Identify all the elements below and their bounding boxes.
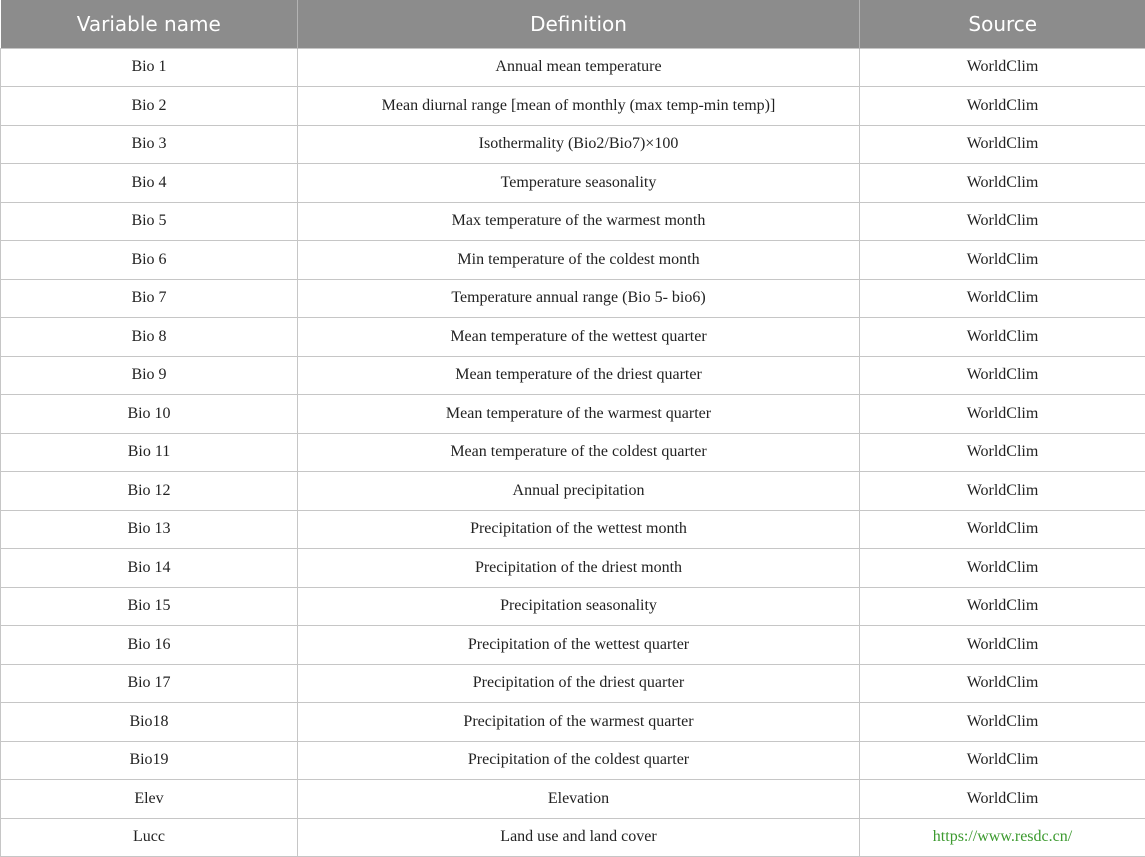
cell-definition: Min temperature of the coldest month [298,241,860,280]
cell-source: WorldClim [860,626,1145,665]
cell-variable: Bio 13 [1,510,298,549]
cell-variable: Bio 3 [1,125,298,164]
table-row [1,741,1145,780]
cell-variable: Bio 7 [1,279,298,318]
cell-source: WorldClim [860,318,1145,357]
table-row [1,279,1145,318]
cell-definition: Temperature seasonality [298,164,860,203]
cell-variable: Bio18 [1,703,298,742]
cell-source: WorldClim [860,510,1145,549]
cell-definition: Elevation [298,780,860,819]
header-source: Source [860,0,1145,48]
header-row [1,0,1145,48]
cell-source: WorldClim [860,472,1145,511]
cell-definition: Temperature annual range (Bio 5- bio6) [298,279,860,318]
table-row [1,587,1145,626]
cell-definition: Mean diurnal range [mean of monthly (max temp-min temp)] [298,87,860,126]
header-variable-name: Variable name [76,11,221,36]
cell-source: WorldClim [860,587,1145,626]
cell-variable: Lucc [1,818,298,857]
table-row [1,241,1145,280]
cell-definition: Max temperature of the warmest month [298,202,860,241]
table-row [1,472,1145,511]
cell-definition: Annual mean temperature [298,48,860,87]
cell-definition: Precipitation of the driest month [298,549,860,588]
cell-variable: Bio 2 [1,87,298,126]
cell-source: WorldClim [860,703,1145,742]
cell-definition: Mean temperature of the coldest quarter [298,433,860,472]
cell-source: WorldClim [860,279,1145,318]
cell-variable: Bio 10 [1,395,298,434]
table-row [1,780,1145,819]
table-row [1,549,1145,588]
table-row [1,510,1145,549]
cell-definition: Annual precipitation [298,472,860,511]
table-row [1,433,1145,472]
cell-source: WorldClim [860,433,1145,472]
header-definition: Definition [298,0,860,48]
cell-definition: Precipitation of the coldest quarter [298,741,860,780]
cell-source: WorldClim [860,780,1145,819]
cell-definition: Mean temperature of the wettest quarter [298,318,860,357]
table-row [1,48,1145,87]
cell-source: WorldClim [860,664,1145,703]
cell-variable: Bio 17 [1,664,298,703]
cell-definition: Precipitation of the wettest month [298,510,860,549]
cell-source: WorldClim [860,395,1145,434]
cell-variable: Elev [1,780,298,819]
cell-variable: Bio 9 [1,356,298,395]
cell-source: WorldClim [860,241,1145,280]
cell-definition: Precipitation seasonality [298,587,860,626]
cell-variable: Bio 6 [1,241,298,280]
cell-definition: Land use and land cover [298,818,860,857]
cell-source: WorldClim [860,125,1145,164]
cell-source: WorldClim [860,164,1145,203]
table-row [1,818,1145,857]
table-row [1,318,1145,357]
cell-variable: Bio 16 [1,626,298,665]
cell-definition: Mean temperature of the warmest quarter [298,395,860,434]
cell-source: WorldClim [860,202,1145,241]
table-row [1,664,1145,703]
cell-variable: Bio19 [1,741,298,780]
cell-variable: Bio 8 [1,318,298,357]
cell-definition: Isothermality (Bio2/Bio7)×100 [298,125,860,164]
table-row [1,164,1145,203]
cell-definition: Mean temperature of the driest quarter [298,356,860,395]
cell-source: WorldClim [860,48,1145,87]
cell-definition: Precipitation of the driest quarter [298,664,860,703]
table-row [1,626,1145,665]
resdc-source-link[interactable]: https://www.resdc.cn/ [932,828,1073,846]
cell-variable: Bio 15 [1,587,298,626]
table-row [1,202,1145,241]
cell-source [860,818,1145,857]
table-row [1,356,1145,395]
table-body [1,48,1145,857]
cell-variable: Bio 1 [1,48,298,87]
cell-variable: Bio 12 [1,472,298,511]
cell-variable: Bio 11 [1,433,298,472]
table-row [1,87,1145,126]
cell-definition: Precipitation of the warmest quarter [298,703,860,742]
cell-variable: Bio 4 [1,164,298,203]
cell-source: WorldClim [860,87,1145,126]
cell-variable: Bio 14 [1,549,298,588]
table-header [1,0,1145,48]
table-row [1,125,1145,164]
cell-source: WorldClim [860,741,1145,780]
cell-variable: Bio 5 [1,202,298,241]
cell-source: WorldClim [860,549,1145,588]
cell-definition: Precipitation of the wettest quarter [298,626,860,665]
table-row [1,703,1145,742]
cell-source: WorldClim [860,356,1145,395]
table-row [1,395,1145,434]
